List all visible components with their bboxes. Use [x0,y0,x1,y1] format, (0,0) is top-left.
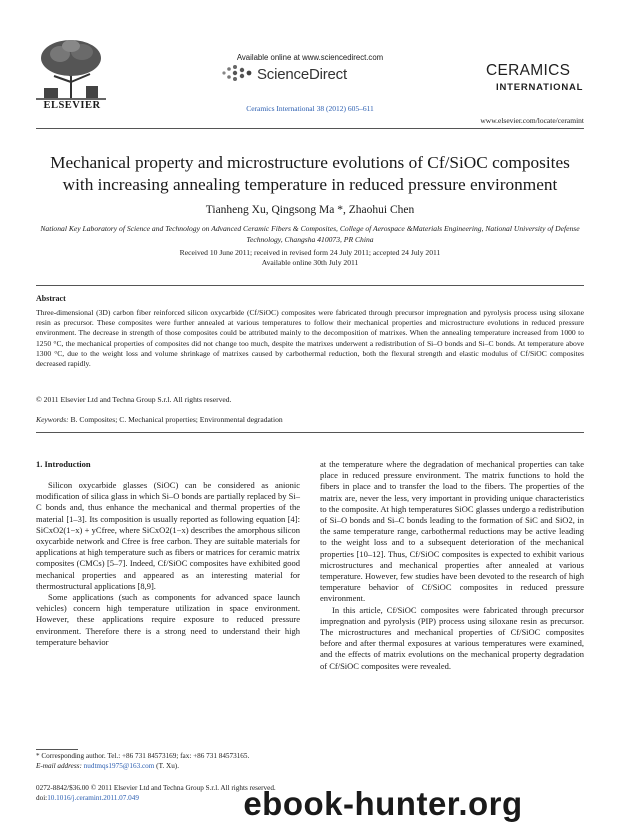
intro-paragraph-1: Silicon oxycarbide glasses (SiOC) can be considered as anionic modification of silica glass in which Si–O bonds are partially replaced by Si–C bonds and, thus enhance the mechanical and thermal properties of the material [1–3]. Its composition is usually reported as following equation [4]: SiCxO2(1−x) + yCfree, where SiCxO2(1−x) describes the amorphous silicon oxycarbide network and Cfree is free carbon. They are suitable materials for applications at high temperature such as fibers or matrices for ceramic matrix composites (CMCs) [5–7]. Indeed, Cf/SiOC composites have exhibited good mechanical properties and appeared as an interesting material for thermostructural applications [8,9]. [36,480,300,591]
journal-brand-ceramics: CERAMICS [486,62,571,79]
journal-brand-international: INTERNATIONAL [496,82,584,93]
sciencedirect-dots-icon [221,64,255,82]
abstract-body: Three-dimensional (3D) carbon fiber reinforced silicon oxycarbide (Cf/SiOC) composites were fabricated through precursor impregnation and pyrolysis process using siloxane resin as precursor. These composites were further annealed at various temperatures to follow their mechanical properties and microstructure evolutions in reduced pressure environment. The decrease in strength of those composites could be attributed mainly to the decomposition of matrixes. When the annealing temperature increased from 1000 to 1250 °C, the mechanical properties of composites did not change too much, despite the matrixes underwent a redistribution of Si–O bonds and Si–C bonds. At temperature above 1300 °C, due to the weight loss and volume shrinkage of matrixes caused by carbothermal reduction, both the flexural strength and elastic modulus of Cf/SiOC composites decreased rapidly. [36,308,584,369]
journal-url-link[interactable]: www.elsevier.com/locate/ceramint [480,116,584,125]
abstract-bottom-divider [36,432,584,433]
received-dates: Received 10 June 2011; received in revised form 24 July 2011; accepted 24 July 2011 [179,248,441,257]
masthead-divider [36,128,584,129]
abstract-copyright: © 2011 Elsevier Ltd and Techna Group S.r.l. All rights reserved. [36,395,232,404]
issn-copyright: 0272-8842/$36.00 © 2011 Elsevier Ltd and Techna Group S.r.l. All rights reserved. [36,784,276,792]
author-affiliation: National Key Laboratory of Science and Technology on Advanced Ceramic Fibers & Composites, College of Aerospace &Materials Engineering, National University of Defense Technology, Changsha 410073, PR China [40,224,580,244]
available-online-date: Available online 30th July 2011 [261,257,359,267]
doi-link[interactable]: 10.1016/j.ceramint.2011.07.049 [47,793,139,802]
email-label: E-mail address: [36,761,82,770]
elsevier-tree-logo-icon [36,38,106,100]
article-dates [40,248,580,267]
section-heading-introduction: 1. Introduction [36,459,91,469]
sciencedirect-logo[interactable]: ScienceDirect [257,66,347,83]
footnote-email-line [36,762,326,772]
intro-paragraph-4: In this article, Cf/SiOC composites were fabricated through precursor impregnation and pyrolysis (PIP) process using siloxane resin as precursor. The microstructures and mechanical properties of Cf/SiOC composites before and after thermal exposures at various temperatures were examined, and the effects of matrix evolutions on the mechanical property degradation of Cf/SiOC composites were revealed. [320,604,584,671]
footnote-divider [36,749,78,750]
author-list: Tianheng Xu, Qingsong Ma *, Zhaohui Chen [205,204,415,216]
intro-paragraph-2: Some applications (such as components for advanced space launch vehicles) concern high temperature utilization in space environment. However, these applications require exposure to reduced pressure environment. Therefore there is a strong need to understand their high temperature behavior [36,592,300,647]
body-column-right [320,459,584,672]
doi-label: doi: [36,793,48,802]
keywords-list: B. Composites; C. Mechanical properties; Environmental degradation [68,415,283,424]
email-link[interactable]: nudtmqs1975@163.com [83,761,155,770]
keywords-label: Keywords: [36,415,69,424]
available-online-text: Available online at www.sciencedirect.com [236,53,384,62]
keywords [36,415,283,424]
masthead [0,0,620,130]
publisher-name: ELSEVIER [43,100,101,111]
article-title [30,152,590,196]
body-column-left [36,480,300,648]
watermark-banner: ebook-hunter.org [243,785,523,822]
journal-citation-link[interactable]: Ceramics International 38 (2012) 605–611 [246,104,374,113]
abstract-heading: Abstract [36,294,66,303]
email-suffix: (T. Xu). [154,761,179,770]
article-title-line-2: with increasing annealing temperature in reduced pressure environment [62,175,558,194]
article-title-line-1: Mechanical property and microstructure evolutions of Cf/SiOC composites [50,153,570,172]
footnote-contact: * Corresponding author. Tel.: +86 731 84573169; fax: +86 731 84573165. [36,752,250,760]
corresponding-author-footnote [36,752,326,771]
abstract-top-divider [36,285,584,286]
intro-paragraph-3: at the temperature where the degradation of mechanical properties can take place in reduced pressure environment. The matrix functions to hold the fibers in place and to transfer the load to the fibers. The properties of the matrix are, never the less, very important in providing unique characteristics to the composite. At high temperatures SiOC glasses undergo a redistribution of Si–O bonds and Si–C bonds leading to the formation of SiC and SiO2, in the same temperature range, carbothermal reductions may be active leading to the weight loss and to a subsequent deterioration of the mechanical properties [10–12]. Thus, Cf/SiOC composites is expected to exhibit various microstructures and mechanical properties after annealed at various temperature. However, few studies have been devoted to the research of high temperature behavior of Cf/SiOC composites in reduced pressure environment. [320,459,584,604]
